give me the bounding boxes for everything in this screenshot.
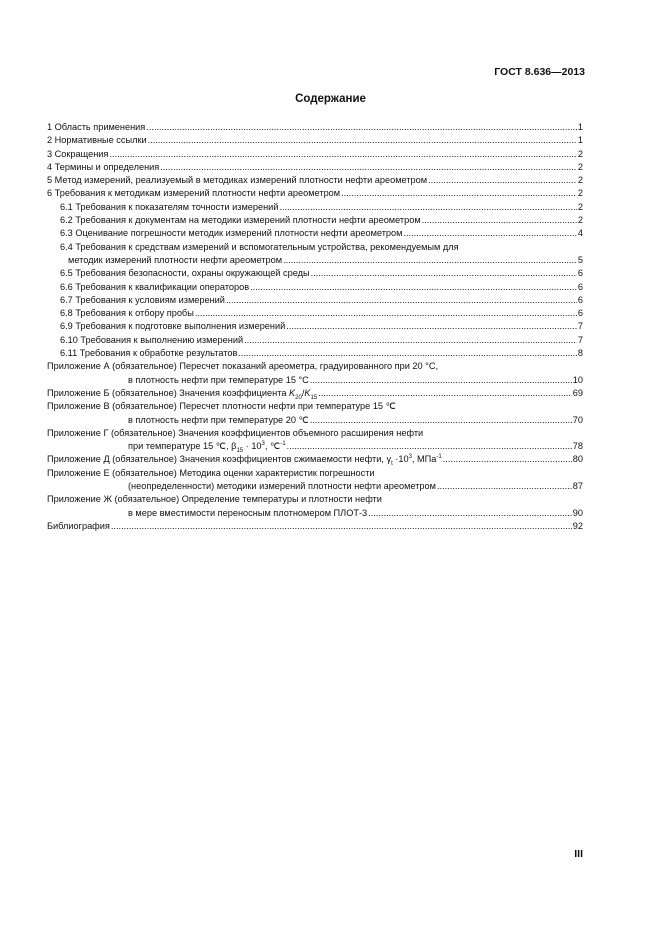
dot-leader	[428, 174, 577, 187]
toc-page: 69	[572, 387, 583, 398]
dot-leader	[148, 134, 577, 147]
toc-label-line2: в плотность нефти при температуре 15 °С	[128, 374, 309, 385]
toc-label-line1: Приложение Г (обязательное) Значения коэффициентов объемного расширения нефти	[47, 427, 424, 438]
page-number: III	[574, 848, 583, 860]
toc-page: 5	[577, 254, 583, 265]
toc-label	[47, 387, 317, 400]
toc-entry-5[interactable]	[47, 174, 583, 187]
dot-leader	[244, 334, 577, 347]
toc-label: 6.9 Требования к подготовке выполнения измерений	[60, 321, 286, 332]
dot-leader	[310, 414, 572, 427]
label-text: при температуре 15 ℃, β	[128, 441, 237, 452]
toc-label-line2: (неопределенности) методики измерений плотности нефти ареометром	[128, 481, 436, 492]
toc-page: 6	[577, 268, 583, 279]
toc-label-line2: в плотность нефти при температуре 20 ℃	[128, 414, 309, 425]
dot-leader	[287, 440, 572, 453]
toc-page: 6	[577, 281, 583, 292]
subscript: t	[391, 461, 393, 468]
toc-entry-6-9[interactable]	[47, 320, 583, 333]
toc-page: 2	[577, 161, 583, 172]
toc-entry-6-11[interactable]	[47, 347, 583, 360]
toc-entry-6-2[interactable]	[47, 214, 583, 227]
toc-page: 10	[572, 374, 583, 385]
toc-entry-appendix-e[interactable]	[47, 467, 583, 494]
toc-label: 4 Термины и определения	[47, 161, 160, 172]
toc-entry-appendix-d[interactable]	[47, 453, 583, 466]
toc-label	[47, 453, 442, 466]
toc-page: 6	[577, 294, 583, 305]
dot-leader	[341, 187, 577, 200]
toc-entry-1[interactable]	[47, 121, 583, 134]
dot-leader	[146, 121, 577, 134]
toc-label: 6.3 Оценивание погрешности методик измерений плотности нефти ареометром	[60, 228, 403, 239]
toc-page: 1	[577, 122, 583, 132]
toc-entry-appendix-v[interactable]	[47, 400, 583, 427]
toc-entry-6-5[interactable]	[47, 267, 583, 280]
dot-leader	[422, 214, 577, 227]
dot-leader	[368, 507, 572, 520]
dot-leader	[109, 148, 576, 161]
table-of-contents	[47, 121, 583, 533]
toc-page: 6	[577, 308, 583, 319]
toc-label: 6.8 Требования к отбору пробы	[60, 308, 194, 319]
toc-page: 7	[577, 334, 583, 345]
toc-entry-6-8[interactable]	[47, 307, 583, 320]
label-text: , МПа	[411, 454, 437, 465]
toc-label: 6.10 Требования к выполнению измерений	[60, 334, 244, 345]
toc-page: 2	[577, 175, 583, 186]
toc-label-line2-row	[47, 374, 583, 387]
toc-entry-appendix-zh[interactable]	[47, 493, 583, 520]
page-title: Содержание	[295, 93, 366, 105]
toc-page: 70	[572, 414, 583, 425]
label-text: · 10	[243, 441, 262, 452]
document-code: ГОСТ 8.636—2013	[494, 66, 585, 78]
toc-page: 7	[577, 321, 583, 332]
dot-leader	[160, 161, 577, 174]
toc-label-line2: методик измерений плотности нефти ареометром	[68, 254, 283, 265]
toc-page: 2	[577, 148, 583, 159]
dot-leader	[250, 281, 577, 294]
label-text: Приложение Б (обязательное) Значения коэффициента	[47, 387, 289, 398]
toc-label: 6.1 Требования к показателям точности измерений	[60, 201, 279, 212]
toc-label-line1: Приложение Ж (обязательное) Определение температуры и плотности нефти	[47, 494, 382, 505]
toc-entry-6-4[interactable]	[47, 241, 583, 268]
label-text: Приложение Д (обязательное) Значения коэффициентов сжимаемости нефти, γ	[47, 454, 392, 465]
toc-page: 2	[577, 188, 583, 199]
toc-entry-6-1[interactable]	[47, 201, 583, 214]
toc-entry-appendix-a[interactable]	[47, 360, 583, 387]
toc-entry-6-10[interactable]	[47, 334, 583, 347]
dot-leader	[318, 387, 572, 400]
dot-leader	[238, 347, 577, 360]
toc-entry-3[interactable]	[47, 148, 583, 161]
label-text: ·10	[392, 454, 409, 465]
toc-label: 6.6 Требования к квалификации операторов	[60, 281, 250, 292]
symbol-k: K	[304, 387, 311, 398]
dot-leader	[279, 201, 576, 214]
toc-label-line2-row	[47, 254, 583, 267]
toc-page: 78	[572, 441, 583, 452]
symbol-k: K	[288, 387, 296, 398]
superscript: 3	[261, 441, 265, 448]
label-text: , ℃	[264, 441, 281, 452]
toc-entry-6-3[interactable]	[47, 227, 583, 240]
dot-leader	[195, 307, 577, 320]
dot-leader	[283, 254, 577, 267]
subscript: 15	[236, 447, 244, 454]
toc-label-line2-row	[47, 414, 583, 427]
toc-label-line2-row	[47, 440, 583, 453]
dot-leader	[443, 453, 572, 466]
toc-label-line2-row	[47, 507, 583, 520]
toc-entry-4[interactable]	[47, 161, 583, 174]
toc-label: 2 Нормативные ссылки	[47, 135, 147, 146]
toc-page: 8	[577, 348, 583, 359]
toc-label: 6.11 Требования к обработке результатов	[60, 348, 238, 359]
toc-label-line1: Приложение Е (обязательное) Методика оценки характеристик погрешности	[47, 467, 375, 478]
toc-label: 6.7 Требования к условиям измерений	[60, 294, 225, 305]
toc-page: 87	[572, 481, 583, 492]
toc-label-line1: 6.4 Требования к средствам измерений и вспомогательным устройства, рекомендуемым для	[60, 241, 459, 252]
toc-entry-6[interactable]	[47, 187, 583, 200]
toc-page: 2	[577, 215, 583, 226]
dot-leader	[226, 294, 577, 307]
toc-label-line2	[128, 440, 286, 453]
toc-label: Библиография	[47, 520, 110, 531]
toc-page: 1	[577, 135, 583, 146]
toc-page: 92	[572, 520, 583, 531]
toc-label: 5 Метод измерений, реализуемый в методиках измерений плотности нефти ареометром	[47, 175, 428, 186]
toc-label: 1 Область применения	[47, 122, 146, 132]
toc-label-line2: в мере вместимости переносным плотномером ПЛОТ-3	[128, 507, 368, 518]
dot-leader	[310, 374, 572, 387]
dot-leader	[311, 267, 577, 280]
toc-label: 6 Требования к методикам измерений плотности нефти ареометром	[47, 188, 341, 199]
superscript: -1	[436, 454, 442, 461]
toc-label: 6.5 Требования безопасности, охраны окружающей среды	[60, 268, 310, 279]
toc-entry-6-7[interactable]	[47, 294, 583, 307]
dot-leader	[437, 480, 572, 493]
toc-page: 2	[577, 201, 583, 212]
slash: /	[301, 387, 305, 398]
subscript: 15	[310, 394, 318, 401]
toc-page: 90	[572, 507, 583, 518]
toc-label: 6.2 Требования к документам на методики измерений плотности нефти ареометром	[60, 215, 421, 226]
superscript: -1	[280, 441, 286, 448]
toc-entry-appendix-g[interactable]	[47, 427, 583, 454]
toc-label: 3 Сокращения	[47, 148, 109, 159]
subscript: 20	[295, 394, 302, 401]
toc-page: 4	[577, 228, 583, 239]
toc-label-line1: Приложение А (обязательное) Пересчет показаний ареометра, градуированного при 20 °С,	[47, 361, 439, 372]
toc-label-line2-row	[47, 480, 583, 493]
toc-page: 80	[572, 454, 583, 465]
toc-entry-2[interactable]	[47, 134, 583, 147]
toc-entry-appendix-b[interactable]	[47, 387, 583, 400]
dot-leader	[111, 520, 572, 533]
dot-leader	[286, 320, 577, 333]
superscript: 3	[408, 454, 412, 461]
toc-entry-bibliography[interactable]	[47, 520, 583, 533]
toc-entry-6-6[interactable]	[47, 281, 583, 294]
toc-label-line1: Приложение В (обязательное) Пересчет плотности нефти при температуре 15 ℃	[47, 401, 396, 412]
dot-leader	[403, 227, 576, 240]
